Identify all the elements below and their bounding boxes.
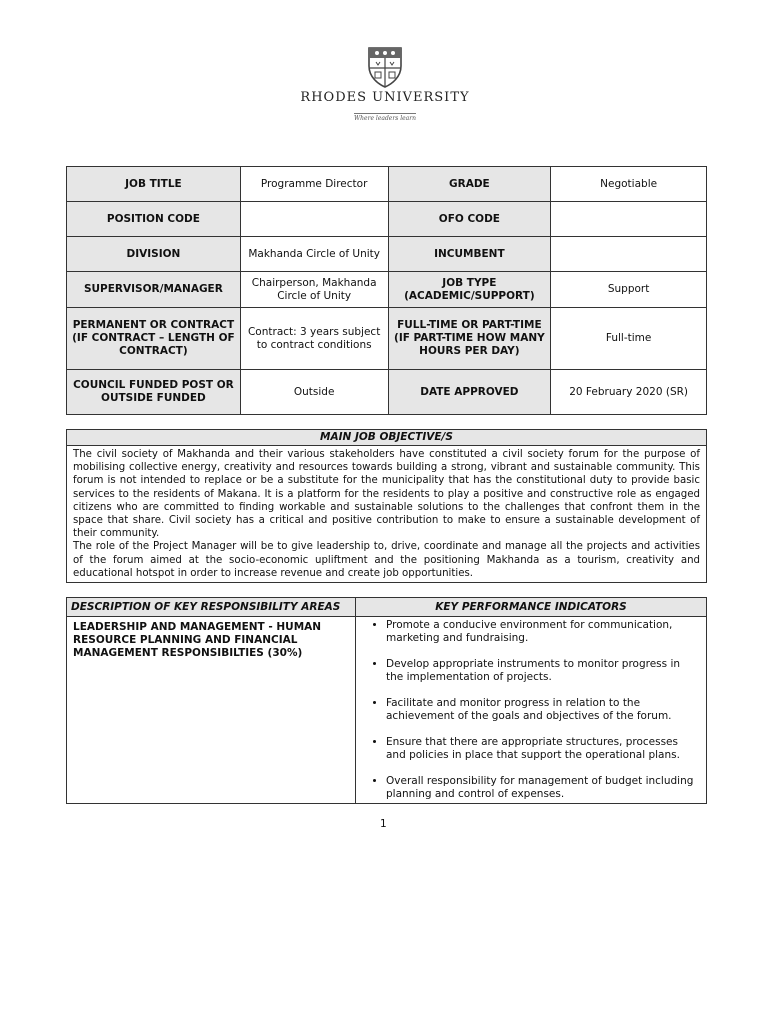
division-label: DIVISION	[67, 237, 241, 272]
contract-value: Contract: 3 years subject to contract conditions	[240, 308, 388, 370]
list-item: • Ensure that there are appropriate structures, processes and policies in place that support the operational plans.	[386, 736, 700, 762]
funding-value: Outside	[240, 370, 388, 415]
page-number: 1	[380, 818, 387, 830]
objective-paragraph-1: The civil society of Makhanda and their various stakeholders have constituted a civil society forum for the purpose of mobilising collective energy, creativity and resources towards building a strong, vibrant and sustainable community. This forum is not intended to replace or be a substitute for the municipality that has the constitutional duty to provide basic services to the residents of Makana. It is a platform for the residents to play a positive and constructive role as engaged citizens who are committed to finding workable and sustainable solutions to the challenges that confront them in the space that share. Civil society has a critical and positive contribution to make to ensure a sustainable development of their community.	[73, 449, 700, 540]
table-row	[67, 308, 707, 370]
date-approved-label: DATE APPROVED	[388, 370, 551, 415]
list-item: • Facilitate and monitor progress in relation to the achievement of the goals and objectives of the forum.	[386, 697, 700, 723]
objective-table	[66, 429, 707, 583]
list-item: • Overall responsibility for management of budget including planning and control of expenses.	[386, 775, 700, 801]
responsibilities-table	[66, 597, 707, 804]
funding-label: COUNCIL FUNDED POST OR OUTSIDE FUNDED	[67, 370, 241, 415]
position-code-value	[240, 202, 388, 237]
job-info-table	[66, 166, 707, 415]
university-name: RHODES UNIVERSITY	[300, 90, 470, 105]
objective-paragraph-2: The role of the Project Manager will be to give leadership to, drive, coordinate and manage all the projects and activities of the forum aimed at the socio-economic upliftment and the positioning Makhanda as a tourism, creativity and educational hotspot in order to increase revenue and create job opportunities.	[73, 541, 700, 579]
crest-icon	[365, 44, 405, 88]
job-title-value: Programme Director	[240, 167, 388, 202]
incumbent-label: INCUMBENT	[388, 237, 551, 272]
grade-value: Negotiable	[551, 167, 707, 202]
objective-heading: MAIN JOB OBJECTIVE/S	[67, 430, 707, 446]
university-logo	[300, 44, 470, 129]
list-item: • Develop appropriate instruments to monitor progress in the implementation of projects.	[386, 658, 700, 684]
supervisor-value: Chairperson, Makhanda Circle of Unity	[240, 272, 388, 308]
kpi-list	[362, 619, 700, 801]
full-time-value: Full-time	[551, 308, 707, 370]
date-approved-value: 20 February 2020 (SR)	[551, 370, 707, 415]
kpi-heading: KEY PERFORMANCE INDICATORS	[356, 598, 707, 617]
table-row	[67, 370, 707, 415]
ofo-code-value	[551, 202, 707, 237]
objective-body	[67, 446, 707, 583]
job-type-value: Support	[551, 272, 707, 308]
grade-label: GRADE	[388, 167, 551, 202]
table-row	[67, 237, 707, 272]
job-type-label: JOB TYPE (ACADEMIC/SUPPORT)	[388, 272, 551, 308]
university-motto: Where leaders learn	[354, 115, 416, 122]
table-row	[67, 202, 707, 237]
list-item: • Promote a conducive environment for communication, marketing and fundraising.	[386, 619, 700, 645]
kpi-list-cell	[356, 617, 707, 804]
contract-label: PERMANENT OR CONTRACT (IF CONTRACT – LENGTH OF CONTRACT)	[67, 308, 241, 370]
job-title-label: JOB TITLE	[67, 167, 241, 202]
responsibility-area: LEADERSHIP AND MANAGEMENT - HUMAN RESOURCE PLANNING AND FINANCIAL MANAGEMENT RESPONSIBILTIES (30%)	[67, 617, 356, 804]
division-value: Makhanda Circle of Unity	[240, 237, 388, 272]
incumbent-value	[551, 237, 707, 272]
supervisor-label: SUPERVISOR/MANAGER	[67, 272, 241, 308]
table-row	[67, 272, 707, 308]
ofo-code-label: OFO CODE	[388, 202, 551, 237]
position-code-label: POSITION CODE	[67, 202, 241, 237]
full-time-label: FULL-TIME OR PART-TIME (IF PART-TIME HOW MANY HOURS PER DAY)	[388, 308, 551, 370]
table-row	[67, 167, 707, 202]
kra-heading: DESCRIPTION OF KEY RESPONSIBILITY AREAS	[67, 598, 356, 617]
